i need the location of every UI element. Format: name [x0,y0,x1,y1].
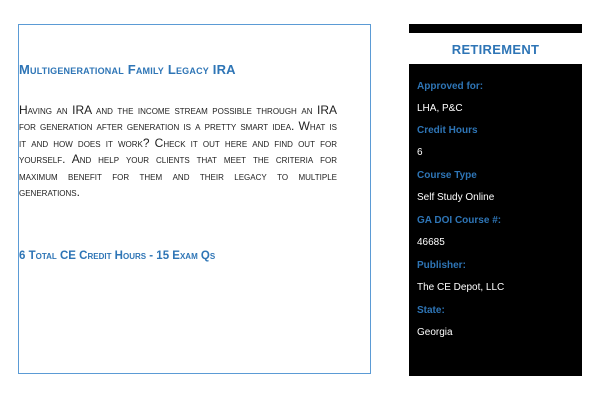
course-type-value: Self Study Online [417,192,495,203]
course-title: Multigenerational Family Legacy IRA [19,62,236,77]
state-label: State: [417,305,445,316]
state-value: Georgia [417,327,453,338]
approved-for-value: LHA, P&C [417,103,463,114]
credit-hours-value: 6 [417,147,423,158]
course-number-value: 46685 [417,237,445,248]
credit-hours-label: Credit Hours [417,125,478,136]
credit-summary: 6 Total CE Credit Hours - 15 Exam Qs [19,250,216,262]
course-info-panel [409,64,582,376]
course-type-label: Course Type [417,170,477,181]
publisher-label: Publisher: [417,260,466,271]
course-number-label: GA DOI Course #: [417,215,502,226]
sidebar-top-bar [409,24,582,33]
publisher-value: The CE Depot, LLC [417,282,505,293]
course-description: Having an IRA and the income stream possible through an IRA for generation after generation is a pretty smart idea. What is it and how does it work? Check it out here and find out for yourself. And help your clients that meet the criteria for maximum benefit for them and their legacy to multiple generations. [19,103,337,200]
sidebar-heading: RETIREMENT [409,33,582,64]
approved-for-label: Approved for: [417,81,484,92]
